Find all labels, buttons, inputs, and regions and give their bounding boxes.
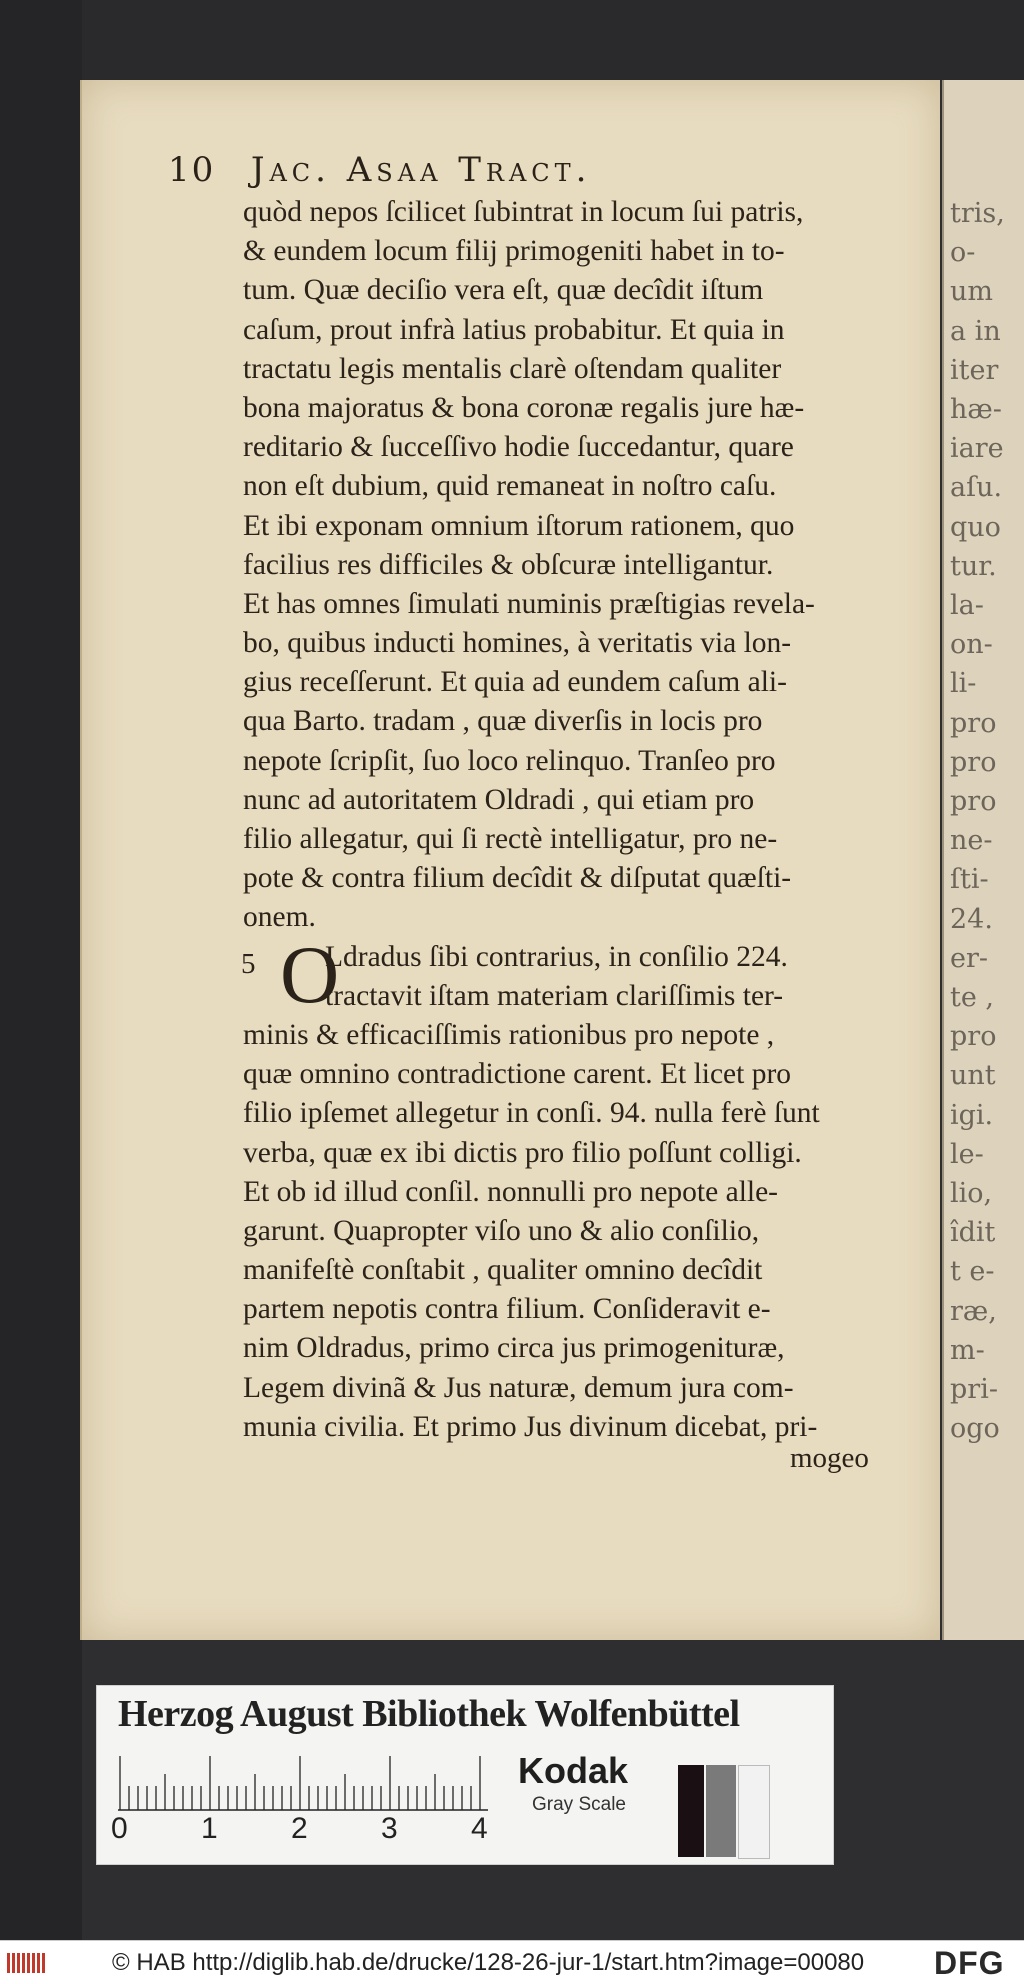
text-line: qua Barto. tradam , quæ diverſis in locis pro <box>243 705 763 738</box>
text-line: minis & efficaciſſimis rationibus pro nepote , <box>243 1018 775 1051</box>
facing-page-fragment: m- <box>950 1334 985 1366</box>
text-line: filio ipſemet allegetur in conſi. 94. nulla ferè ſunt <box>243 1097 820 1130</box>
facing-page-fragment: lio, <box>950 1178 993 1209</box>
facing-page-fragment: iter <box>950 354 999 386</box>
page-body-text <box>243 193 923 1447</box>
text-line: partem nepotis contra filium. Conſideravit e- <box>243 1293 771 1326</box>
text-line: facilius res difficiles & obſcuræ intelligantur. <box>243 548 774 581</box>
facing-page-fragment: 24. <box>950 903 993 935</box>
facing-page-fragment: tur. <box>950 550 997 582</box>
text-line: nunc ad autoritatem Oldradi , qui etiam pro <box>243 783 755 816</box>
footer-bar <box>0 1940 1024 1984</box>
swatch-gray <box>706 1765 736 1857</box>
text-line: pote & contra filium decîdit & diſputat quæſti- <box>243 862 792 895</box>
facing-page-fragment: er- <box>950 942 989 974</box>
catchword: mogeo <box>790 1442 869 1474</box>
facing-page-fragment: aſu. <box>950 472 1003 504</box>
text-line: Legem divinã & Jus naturæ, demum jura com- <box>243 1371 794 1404</box>
facing-page-fragment: te , <box>950 982 994 1013</box>
facing-page-fragment: igi. <box>950 1099 994 1131</box>
section-number: 5 <box>241 948 256 980</box>
text-line: garunt. Quapropter viſo uno & alio conſilio, <box>243 1214 760 1247</box>
facing-page-fragment: ſti- <box>950 864 989 896</box>
facing-page-fragment: îdit <box>950 1217 996 1249</box>
text-line: nim Oldradus, primo circa jus primogenituræ, <box>243 1332 785 1365</box>
facing-page-fragment: quo <box>950 511 1001 543</box>
facing-page-fragment: la- <box>950 590 984 621</box>
running-head: Jac. Asaa Tract. <box>250 150 592 190</box>
facing-page-fragment: le- <box>950 1138 984 1170</box>
text-line: tractavit iſtam materiam clariſſimis ter- <box>325 979 784 1012</box>
ruler-number: 4 <box>471 1812 488 1845</box>
facing-page-fragment: pro <box>950 746 997 778</box>
institution-name: Herzog August Bibliothek Wolfenbüttel <box>118 1693 740 1735</box>
kodak-logo: Kodak <box>518 1750 629 1791</box>
text-line: bo, quibus inducti homines, à veritatis via lon- <box>243 627 792 660</box>
page-number: 10 <box>168 150 216 190</box>
text-line: verba, quæ ex ibi dictis pro filio poſſunt colligi. <box>243 1136 802 1169</box>
facing-page-fragment: on- <box>950 629 993 661</box>
text-line: tum. Quæ deciſio vera eſt, quæ decîdit iſtum <box>243 274 764 307</box>
facing-page-fragment: ogo <box>950 1413 1000 1445</box>
swatch-white <box>738 1765 770 1859</box>
text-line: munia civilia. Et primo Jus divinum dicebat, pri- <box>243 1410 818 1443</box>
swatch-black <box>678 1765 704 1857</box>
text-line: filio allegatur, qui ſi rectè intelligatur, pro ne- <box>243 823 778 855</box>
text-line: nepote ſcripſit, ſuo loco relinquo. Tranſeo pro <box>243 744 776 777</box>
ruler-number: 0 <box>111 1812 128 1845</box>
facing-page-fragment: pro <box>950 707 997 739</box>
text-line: caſum, prout infrà latius probabitur. Et quia in <box>243 313 785 346</box>
text-line: Et ibi exponam omnium iſtorum rationem, quo <box>243 509 795 542</box>
facing-page-fragment: hæ- <box>950 394 1002 425</box>
scan-top-margin <box>0 0 1024 80</box>
text-line: onem. <box>243 901 316 934</box>
facing-page-fragment: um <box>950 276 993 308</box>
facing-page-fragment: a in <box>950 315 1001 347</box>
facing-page-fragment: o- <box>950 237 976 269</box>
text-line: & eundem locum filij primogeniti habet in to- <box>243 235 785 268</box>
ruler-number: 2 <box>291 1812 308 1845</box>
text-line: quæ omnino contradictione carent. Et licet pro <box>243 1058 792 1091</box>
facing-page-fragment: ne- <box>950 825 993 857</box>
facing-page-fragment: pri- <box>950 1374 998 1405</box>
text-line: bona majoratus & bona coronæ regalis jure hæ- <box>243 391 805 424</box>
facing-page-edge <box>942 80 1024 1640</box>
facing-page-fragment: t e- <box>950 1256 995 1288</box>
text-line: manifeſtè conſtabit , qualiter omnino decîdit <box>243 1254 763 1287</box>
text-line: non eſt dubium, quid remaneat in noſtro caſu. <box>243 470 777 503</box>
page-header <box>168 150 928 190</box>
facing-page-fragment: tris, <box>950 198 1005 229</box>
facing-page-fragment: li- <box>950 668 977 700</box>
ruler-number: 1 <box>201 1812 218 1845</box>
text-line: quòd nepos ſcilicet ſubintrat in locum ſui patris, <box>243 196 804 228</box>
drop-initial: O <box>280 929 340 1020</box>
grayscale-label: Gray Scale <box>532 1794 626 1815</box>
facing-page-fragment: unt <box>950 1060 996 1092</box>
facing-page-fragment: pro <box>950 786 997 817</box>
hab-logo-icon <box>6 1949 50 1977</box>
dfg-logo: DFG <box>934 1945 1005 1981</box>
scan-left-margin <box>0 0 82 1940</box>
ruler-number: 3 <box>381 1812 398 1845</box>
text-line: Et ob id illud conſil. nonnulli pro nepote alle- <box>243 1175 779 1208</box>
facing-page-fragment: iare <box>950 433 1004 465</box>
copyright-link[interactable]: © HAB http://diglib.hab.de/drucke/128-26-jur-1/start.htm?image=00080 <box>112 1949 865 1976</box>
ruler-scale <box>118 1755 488 1811</box>
text-line: Et has omnes ſimulati numinis præſtigias revela- <box>243 587 815 620</box>
facing-page-fragment: pro <box>950 1021 997 1053</box>
text-line: Ldradus ſibi contrarius, in conſilio 224. <box>325 940 788 973</box>
text-line: tractatu legis mentalis clarè oſtendam qualiter <box>243 352 782 385</box>
text-line: reditario & ſucceſſivo hodie ſuccedantur, quare <box>243 431 794 464</box>
facing-page-fragment: ræ, <box>950 1295 997 1327</box>
text-line: gius receſſerunt. Et quia ad eundem caſum ali- <box>243 666 787 699</box>
